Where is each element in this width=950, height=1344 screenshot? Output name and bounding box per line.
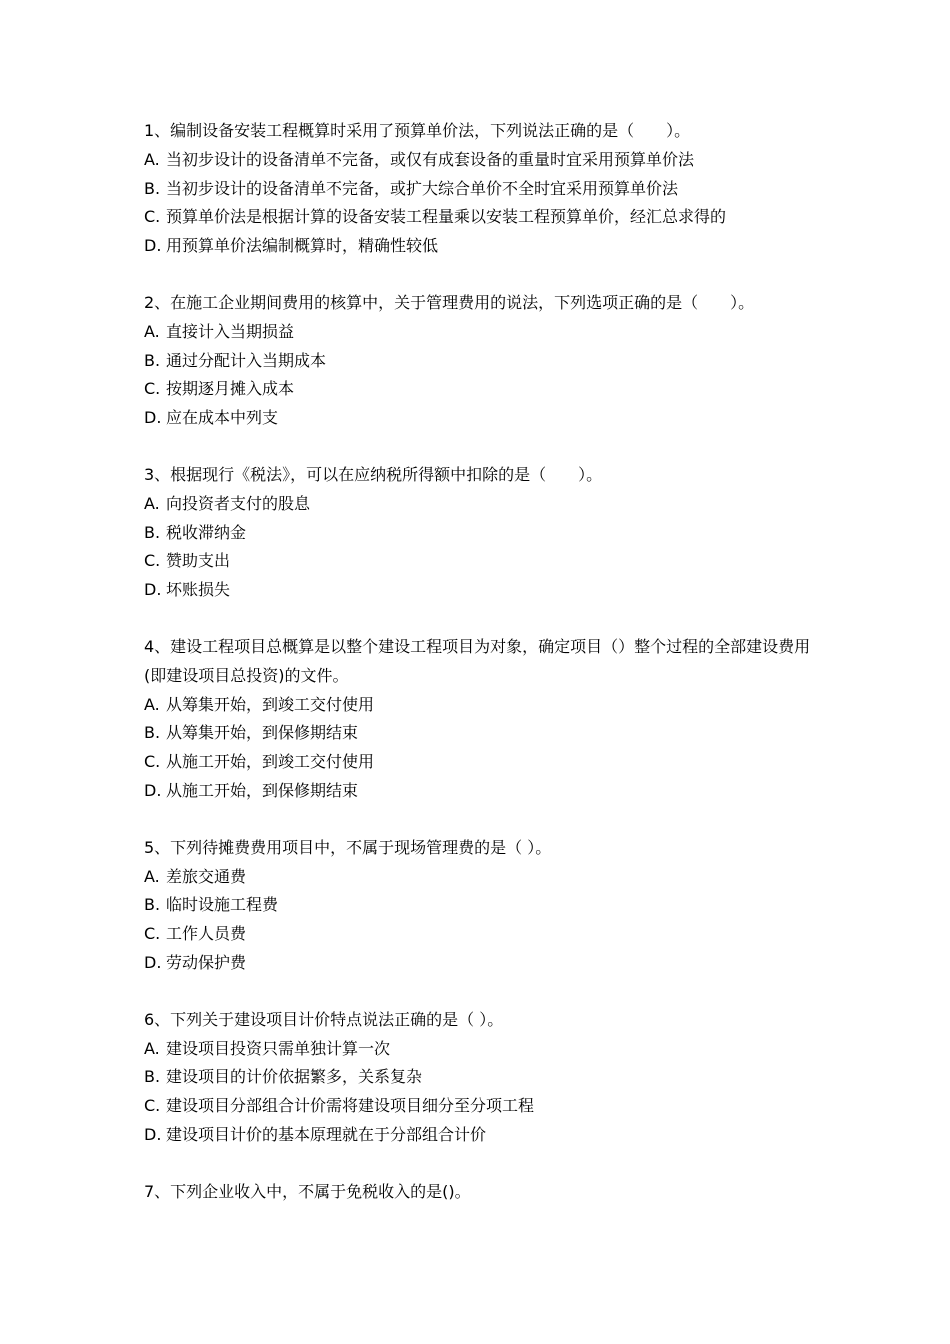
question-5: [144, 834, 824, 978]
option-letter: A.: [144, 493, 160, 513]
option-text: 建设项目投资只需单独计算一次: [166, 1038, 391, 1058]
option-a: [144, 691, 824, 720]
option-a: [144, 1035, 824, 1064]
option-text: 用预算单价法编制概算时，精确性较低: [166, 236, 439, 256]
option-b: [144, 175, 824, 204]
option-text: 坏账损失: [166, 580, 231, 600]
option-letter: C.: [144, 207, 161, 227]
option-letter: A.: [144, 866, 160, 886]
option-text: 通过分配计入当期成本: [166, 350, 327, 370]
option-letter: B.: [144, 350, 161, 370]
option-text: 从施工开始，到竣工交付使用: [166, 752, 375, 772]
option-text: 工作人员费: [166, 924, 247, 944]
option-letter: D.: [144, 780, 162, 800]
option-text: 从施工开始，到保修期结束: [166, 780, 359, 800]
option-a: [144, 490, 824, 519]
question-4: [144, 633, 824, 806]
option-letter: C.: [144, 379, 161, 399]
option-text: 劳动保护费: [166, 952, 247, 972]
option-c: [144, 1092, 824, 1121]
option-letter: A.: [144, 149, 160, 169]
option-d: [144, 777, 824, 806]
option-letter: B.: [144, 1067, 161, 1087]
option-letter: C.: [144, 1096, 161, 1116]
option-letter: A.: [144, 1038, 160, 1058]
option-text: 按期逐月摊入成本: [166, 379, 295, 399]
option-text: 建设项目的计价依据繁多，关系复杂: [166, 1067, 423, 1087]
option-b: [144, 347, 824, 376]
option-text: 从筹集开始，到竣工交付使用: [166, 694, 375, 714]
option-c: [144, 920, 824, 949]
option-letter: B.: [144, 178, 161, 198]
option-b: [144, 719, 824, 748]
option-d: [144, 949, 824, 978]
option-b: [144, 1063, 824, 1092]
option-d: [144, 1121, 824, 1150]
option-letter: B.: [144, 723, 161, 743]
option-a: [144, 318, 824, 347]
option-b: [144, 891, 824, 920]
option-letter: A.: [144, 694, 160, 714]
question-6: [144, 1006, 824, 1150]
option-letter: D.: [144, 952, 162, 972]
option-b: [144, 519, 824, 548]
option-text: 建设项目分部组合计价需将建设项目细分至分项工程: [166, 1096, 535, 1116]
option-letter: D.: [144, 408, 162, 428]
option-text: 向投资者支付的股息: [166, 493, 311, 513]
question-stem: 5、下列待摊费费用项目中，不属于现场管理费的是（ ）。: [144, 837, 552, 857]
question-1: [144, 117, 824, 261]
option-letter: D.: [144, 236, 162, 256]
option-text: 当初步设计的设备清单不完备，或仅有成套设备的重量时宜采用预算单价法: [166, 149, 695, 169]
option-c: [144, 547, 824, 576]
document-page: [144, 117, 824, 1235]
option-d: [144, 404, 824, 433]
option-letter: D.: [144, 580, 162, 600]
option-text: 当初步设计的设备清单不完备，或扩大综合单价不全时宜采用预算单价法: [166, 178, 679, 198]
option-a: [144, 146, 824, 175]
option-d: [144, 232, 824, 261]
question-3: [144, 461, 824, 605]
option-text: 赞助支出: [166, 551, 231, 571]
option-text: 临时设施工程费: [166, 895, 279, 915]
option-letter: C.: [144, 551, 161, 571]
option-c: [144, 375, 824, 404]
question-stem: 3、根据现行《税法》，可以在应纳税所得额中扣除的是（ ）。: [144, 464, 603, 484]
option-c: [144, 748, 824, 777]
question-stem: 1、编制设备安装工程概算时采用了预算单价法，下列说法正确的是（ ）。: [144, 121, 691, 140]
question-7: [144, 1178, 824, 1207]
option-letter: C.: [144, 752, 161, 772]
question-stem: 7、下列企业收入中，不属于免税收入的是()。: [144, 1181, 471, 1201]
option-letter: B.: [144, 895, 161, 915]
option-text: 差旅交通费: [166, 866, 247, 886]
option-text: 税收滞纳金: [166, 522, 247, 542]
option-a: [144, 863, 824, 892]
question-2: [144, 289, 824, 433]
option-text: 建设项目计价的基本原理就在于分部组合计价: [166, 1124, 487, 1144]
question-stem: 2、在施工企业期间费用的核算中，关于管理费用的说法，下列选项正确的是（ ）。: [144, 292, 755, 312]
option-letter: B.: [144, 522, 161, 542]
question-stem: 4、建设工程项目总概算是以整个建设工程项目为对象，确定项目（）整个过程的全部建设费用(即建设项目总投资)的文件。: [144, 636, 811, 685]
option-letter: D.: [144, 1124, 162, 1144]
option-text: 从筹集开始，到保修期结束: [166, 723, 359, 743]
option-text: 应在成本中列支: [166, 408, 279, 428]
option-c: [144, 203, 824, 232]
option-letter: C.: [144, 924, 161, 944]
option-letter: A.: [144, 321, 160, 341]
option-d: [144, 576, 824, 605]
question-stem: 6、下列关于建设项目计价特点说法正确的是（ ）。: [144, 1009, 504, 1029]
option-text: 直接计入当期损益: [166, 321, 295, 341]
option-text: 预算单价法是根据计算的设备安装工程量乘以安装工程预算单价，经汇总求得的: [166, 207, 727, 227]
